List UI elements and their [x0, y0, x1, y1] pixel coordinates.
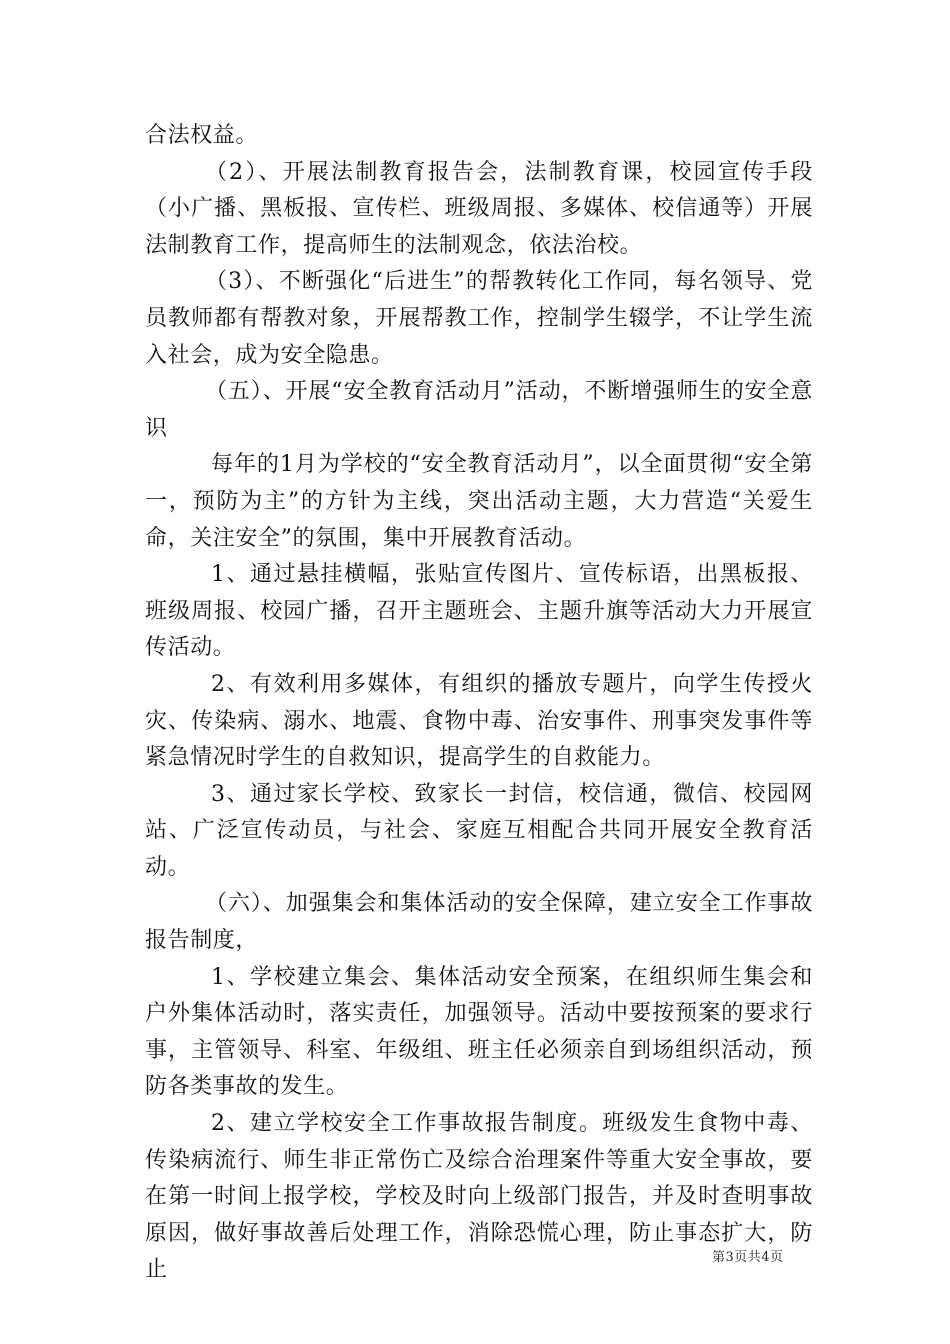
paragraph: 1、通过悬挂横幅，张贴宣传图片、宣传标语，出黑板报、班级周报、校园广播，召开主题班会、主题升旗等活动大力开展宣传活动。 — [145, 562, 813, 661]
section-heading: （五）、开展“安全教育活动月”活动，不断增强师生的安全意识 — [145, 379, 813, 441]
paragraph: 2、建立学校安全工作事故报告制度。班级发生食物中毒、传染病流行、师生非正常伤亡及综合治理案件等重大安全事故，要在第一时间上报学校，学校及时向上级部门报告，并及时查明事故原因，做好事故善后处理工作，消除恐慌心理，防止事态扩大，防止 — [145, 1111, 813, 1283]
section-heading: （六）、加强集会和集体活动的安全保障，建立安全工作事故报告制度， — [145, 891, 813, 954]
paragraph: 每年的1月为学校的“安全教育活动月”，以全面贯彻“安全第一，预防为主”的方针为主线，突出活动主题，大力营造“关爱生命，关注安全”的氛围，集中开展教育活动。 — [145, 452, 813, 551]
paragraph: （2）、开展法制教育报告会，法制教育课，校园宣传手段（小广播、黑板报、宣传栏、班级周报、多媒体、校信通等）开展法制教育工作，提高师生的法制观念，依法治校。 — [145, 159, 813, 258]
page-number: 第3页共4页 — [712, 1250, 784, 1265]
paragraph: （3）、不断强化“后进生”的帮教转化工作同，每名领导、党员教师都有帮教对象，开展帮教工作，控制学生辍学，不让学生流入社会，成为安全隐患。 — [145, 269, 813, 368]
paragraph: 2、有效利用多媒体，有组织的播放专题片，向学生传授火灾、传染病、溺水、地震、食物中毒、治安事件、刑事突发事件等紧急情况时学生的自救知识，提高学生的自救能力。 — [145, 671, 813, 771]
paragraph: 3、通过家长学校、致家长一封信，校信通，微信、校园网站、广泛宣传动员，与社会、家庭互相配合共同开展安全教育活动。 — [145, 781, 813, 880]
paragraph: 合法权益。 — [145, 123, 259, 148]
paragraph: 1、学校建立集会、集体活动安全预案，在组织师生集会和户外集体活动时，落实责任，加强领导。活动中要按预案的要求行事，主管领导、科室、年级组、班主任必须亲自到场组织活动，预防各类事故的发生。 — [145, 964, 813, 1100]
document-body — [145, 118, 813, 1289]
